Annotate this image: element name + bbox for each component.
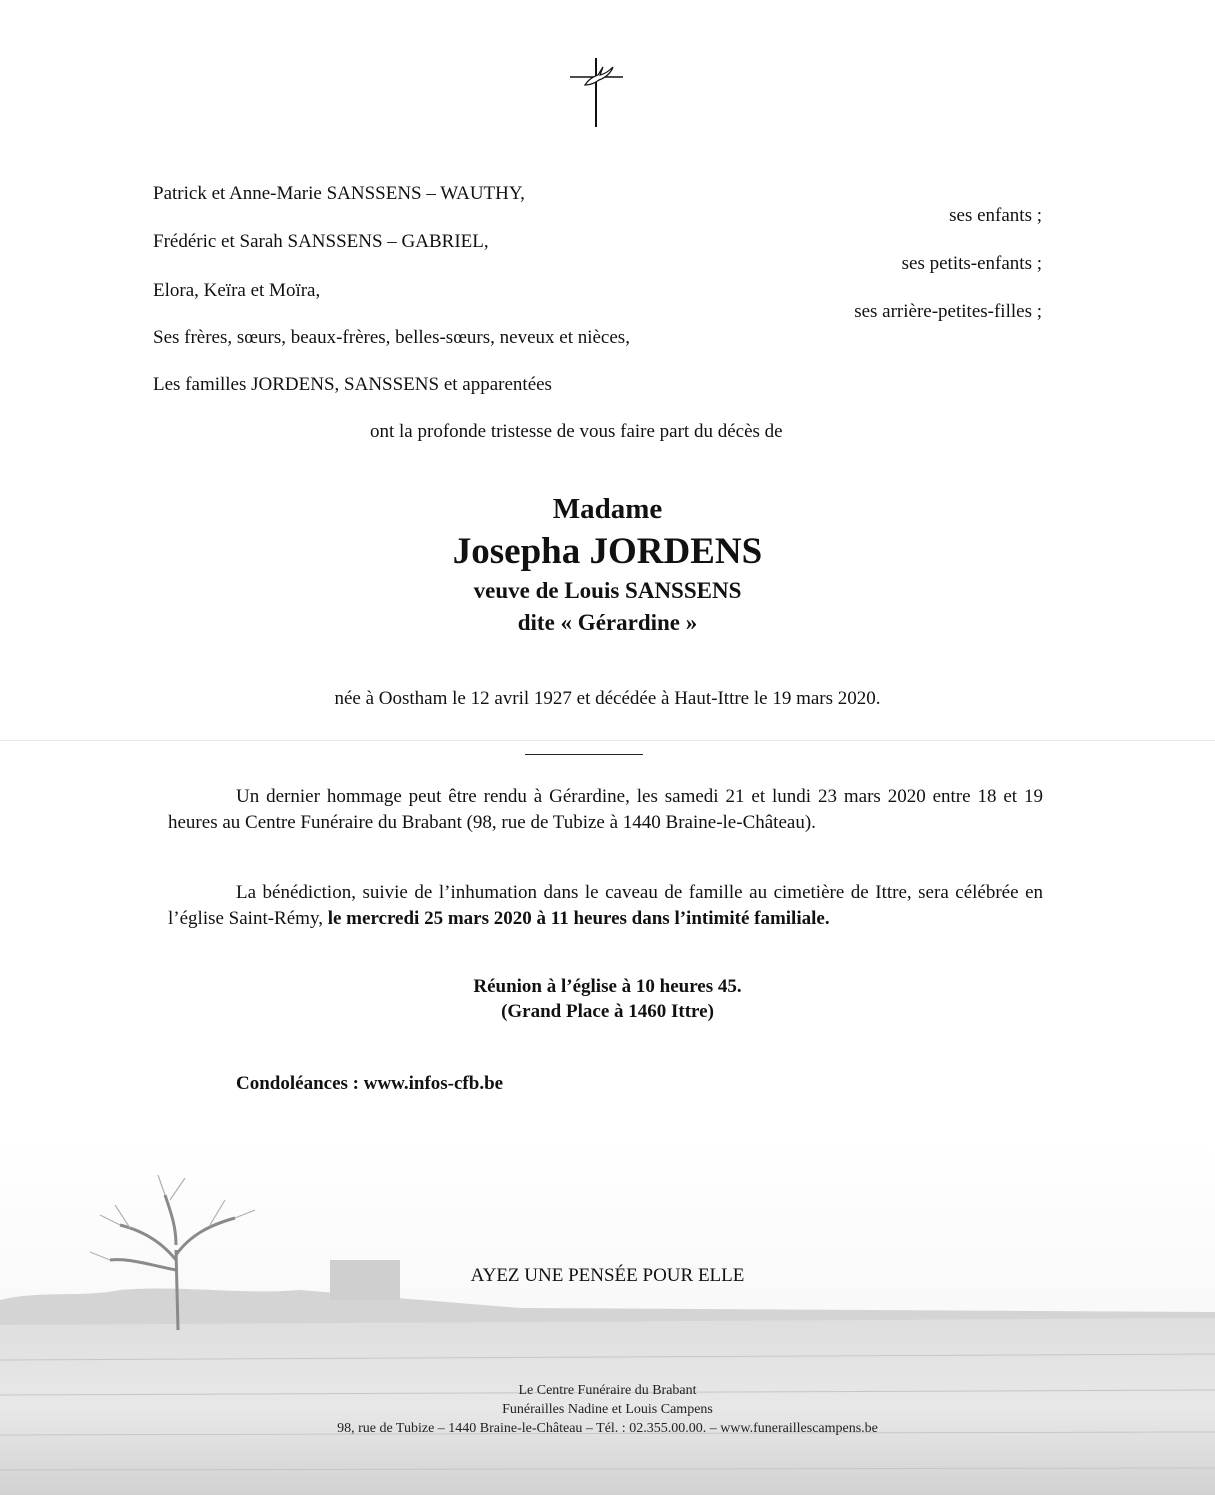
winter-landscape-image	[0, 1140, 1215, 1495]
cross-with-dove-icon	[565, 55, 625, 130]
family-line-4: Ses frères, sœurs, beaux-frères, belles-sœurs, neveux et nièces,	[153, 327, 630, 348]
deceased-name: Josepha JORDENS	[452, 531, 763, 572]
relation-grandchildren: ses petits-enfants ;	[901, 253, 1042, 274]
footer-line-3: 98, rue de Tubize – 1440 Braine-le-Château – Tél. : 02.355.00.00. – www.funeraillescampens.be	[337, 1421, 878, 1436]
closing-line: AYEZ UNE PENSÉE POUR ELLE	[470, 1265, 745, 1286]
family-line-1: Patrick et Anne-Marie SANSSENS – WAUTHY,	[153, 183, 525, 204]
footer-line-1: Le Centre Funéraire du Brabant	[518, 1383, 697, 1398]
birth-death-dates: née à Oostham le 12 avril 1927 et décédée à Haut-Ittre le 19 mars 2020.	[334, 688, 881, 709]
announcement-text: ont la profonde tristesse de vous faire part du décès de	[370, 421, 783, 442]
fold-line	[0, 740, 1215, 741]
family-line-2: Frédéric et Sarah SANSSENS – GABRIEL,	[153, 231, 489, 252]
separator-rule	[525, 754, 643, 755]
ceremony-paragraph	[168, 880, 1043, 932]
deceased-widow-of: veuve de Louis SANSSENS	[473, 578, 742, 603]
ceremony-date-time: le mercredi 25 mars 2020 à 11 heures dans l’intimité familiale.	[327, 908, 830, 929]
meeting-line-2: (Grand Place à 1460 Ittre)	[501, 1001, 714, 1022]
condolences-link[interactable]: www.infos-cfb.be	[363, 1073, 504, 1094]
relation-children: ses enfants ;	[949, 205, 1042, 226]
deceased-title: Madame	[552, 493, 663, 525]
condolences	[236, 1073, 503, 1095]
family-line-3: Elora, Keïra et Moïra,	[153, 280, 321, 301]
hommage-paragraph: Un dernier hommage peut être rendu à Gérardine, les samedi 21 et lundi 23 mars 2020 entre 18 et 19 heures au Centre Funéraire du Brabant (98, rue de Tubize à 1440 Braine-le-Château).	[168, 786, 1043, 833]
footer-line-2: Funérailles Nadine et Louis Campens	[502, 1402, 713, 1417]
condolences-label: Condoléances :	[236, 1073, 359, 1094]
deceased-nickname: dite « Gérardine »	[517, 610, 698, 635]
family-line-5: Les familles JORDENS, SANSSENS et apparentées	[153, 374, 552, 395]
meeting-line-1: Réunion à l’église à 10 heures 45.	[473, 976, 742, 997]
ceremony-text: La bénédiction, suivie de l’inhumation dans le caveau de famille au cimetière de Ittre, sera célébrée en l’église Saint-Rémy,	[168, 882, 1043, 929]
relation-great-grandchildren: ses arrière-petites-filles ;	[854, 301, 1042, 322]
